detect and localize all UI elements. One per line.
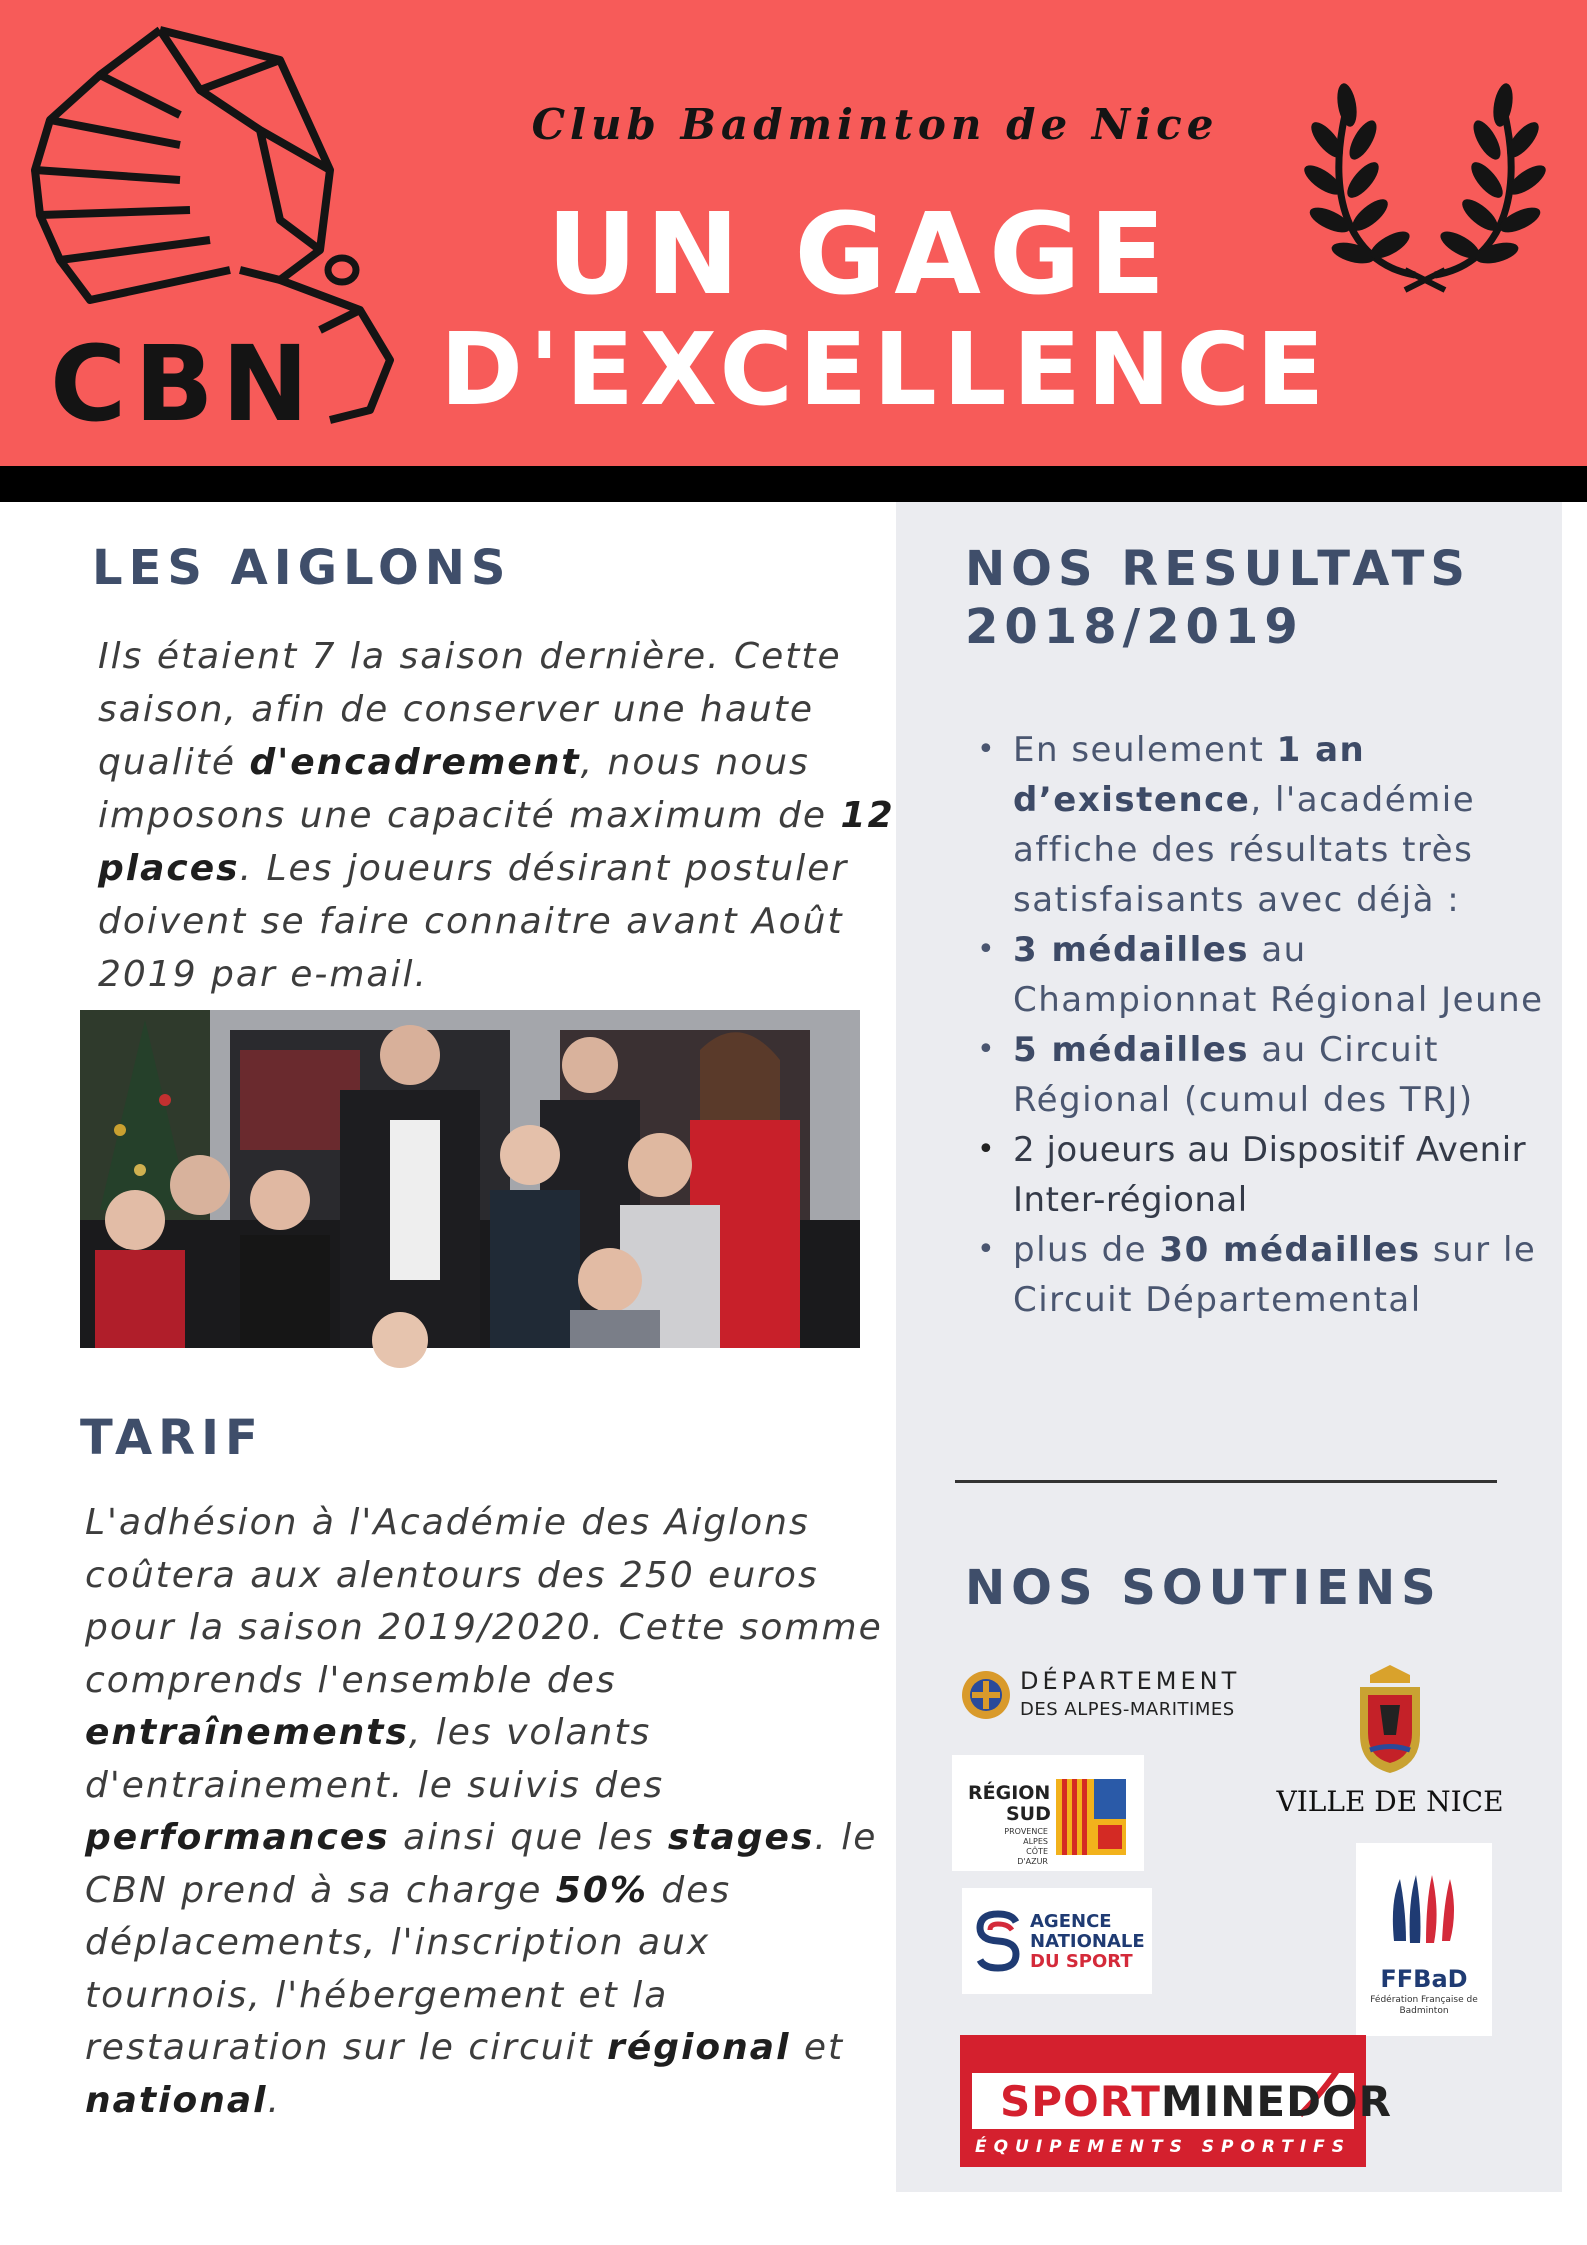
sportminedor-brand: SPORTMINEDOR	[1000, 2077, 1393, 2126]
ans-s-icon	[972, 1910, 1024, 1972]
list-item: • plus de 30 médailles sur le Circuit Départemental	[975, 1225, 1545, 1325]
sponsor-sportminedor-logo	[960, 2035, 1393, 2167]
laurel-wreath-icon	[1305, 85, 1545, 295]
departement-sublabel: DES ALPES-MARITIMES	[1020, 1699, 1235, 1720]
header-banner	[0, 0, 1587, 466]
page-title-line2: D'EXCELLENCE	[440, 311, 1331, 428]
sponsor-region-sud-logo	[952, 1755, 1144, 1871]
sponsor-ans-logo	[962, 1888, 1152, 1994]
section-divider	[955, 1480, 1497, 1483]
ans-label: AGENCE NATIONALE DU SPORT	[1030, 1911, 1145, 1972]
departement-label: DÉPARTEMENT	[1020, 1667, 1241, 1695]
region-flag-icon	[1056, 1779, 1126, 1855]
ville-de-nice-label: VILLE DE NICE	[1276, 1785, 1504, 1818]
sportminedor-tagline: ÉQUIPEMENTS SPORTIFS	[974, 2137, 1352, 2157]
region-sud-label: SUD	[1006, 1803, 1051, 1825]
list-item: • En seulement 1 an d’existence, l'académie affiche des résultats très satisfaisants avec déjà :	[975, 725, 1545, 925]
results-list	[975, 725, 1545, 1325]
region-sublabel: PROVENCE ALPES CÔTE D'AZUR	[1004, 1827, 1048, 1866]
sponsor-ffbad-logo	[1356, 1843, 1492, 2036]
section-heading-tarif: TARIF	[80, 1410, 264, 1466]
cbn-logo	[30, 20, 430, 445]
header-divider-bar	[0, 466, 1587, 502]
section-heading-aiglons: LES AIGLONS	[92, 540, 512, 596]
ffbad-label: FFBaD	[1380, 1965, 1468, 1993]
sponsor-departement-logo	[960, 1665, 1260, 1725]
region-label: RÉGION	[968, 1782, 1051, 1804]
nice-coat-of-arms-icon	[1350, 1665, 1430, 1775]
sponsor-ville-de-nice-logo	[1270, 1665, 1510, 1835]
club-name: Club Badminton de Nice	[531, 100, 1219, 149]
list-item: • 5 médailles au Circuit Régional (cumul des TRJ)	[975, 1025, 1545, 1125]
list-item: • 3 médailles au Championnat Régional Jeune	[975, 925, 1545, 1025]
aiglons-paragraph: Ils étaient 7 la saison dernière. Cette saison, afin de conserver une haute qualité d'encadrement, nous nous imposons une capacité maximum de 12 places. Les joueurs désirant postuler doivent se faire connaitre avant Août 2019 par e-mail.	[98, 636, 895, 995]
ffbad-sublabel: Fédération Française de Badminton	[1370, 1995, 1478, 2016]
logo-text: CBN	[50, 323, 317, 445]
team-photo	[80, 1010, 860, 1348]
list-item: • 2 joueurs au Dispositif Avenir Inter-régional	[975, 1125, 1545, 1225]
page-title-line1: UN GAGE	[546, 190, 1174, 320]
tarif-paragraph: L'adhésion à l'Académie des Aiglons coûtera aux alentours des 250 euros pour la saison 2019/2020. Cette somme comprends l'ensemble des entraînements, les volants d'entrainement. le suivis des performances ainsi que les stages. le CBN prend à sa charge 50% des déplacements, l'inscription aux tournois, l'hébergement et la restauration sur le circuit régional et national.	[85, 1502, 883, 2121]
section-heading-resultats: NOS RESULTATS 2018/2019	[965, 541, 1471, 655]
departement-emblem-icon	[960, 1669, 1012, 1721]
section-heading-soutiens: NOS SOUTIENS	[965, 1560, 1442, 1616]
ffbad-shuttlecock-icon	[1384, 1871, 1464, 1961]
